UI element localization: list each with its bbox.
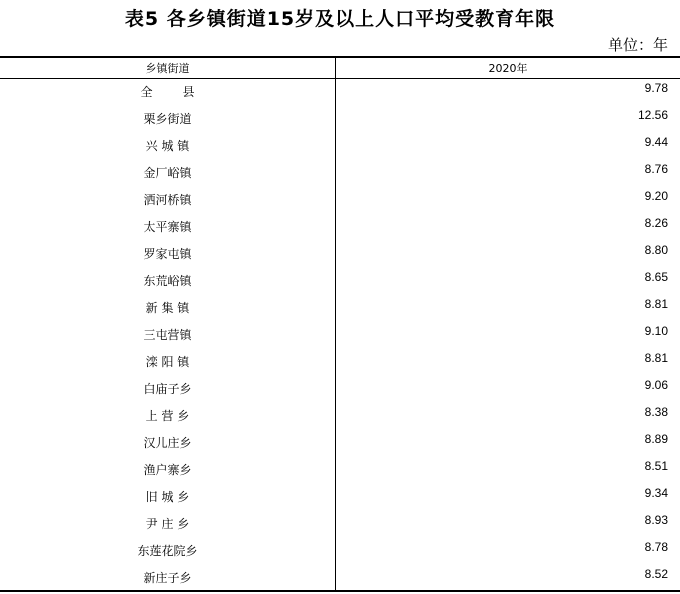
row-value: 9.20: [644, 189, 668, 203]
row-value: 9.78: [644, 81, 668, 95]
row-name: 兴 城 镇: [145, 139, 190, 153]
row-value: 8.52: [644, 567, 668, 581]
table-row: [0, 241, 680, 268]
row-name: 新庄子乡: [143, 571, 192, 585]
table-row: [0, 133, 680, 160]
row-value: 8.81: [644, 351, 668, 365]
table-row: [0, 457, 680, 484]
table-row: [0, 565, 680, 592]
row-name: 金厂峪镇: [143, 166, 192, 180]
table-row: [0, 322, 680, 349]
row-value: 8.38: [644, 405, 668, 419]
bottom-rule: [0, 590, 680, 592]
row-value: 9.10: [644, 324, 668, 338]
row-name: 滦 阳 镇: [145, 355, 190, 369]
table-row: [0, 160, 680, 187]
row-value: 9.44: [644, 135, 668, 149]
row-value: 9.34: [644, 486, 668, 500]
row-name: 全县: [140, 85, 225, 99]
table-row: [0, 376, 680, 403]
row-value: 8.81: [644, 297, 668, 311]
table-row: [0, 106, 680, 133]
row-name: 尹 庄 乡: [145, 517, 190, 531]
table-row: [0, 214, 680, 241]
row-value: 8.51: [644, 459, 668, 473]
row-name: 汉儿庄乡: [143, 436, 192, 450]
row-name: 罗家屯镇: [143, 247, 192, 261]
row-name: 白庙子乡: [143, 382, 192, 396]
row-value: 8.78: [644, 540, 668, 554]
table-row: [0, 268, 680, 295]
row-value: 12.56: [637, 108, 668, 122]
table-row: [0, 295, 680, 322]
row-name: 洒河桥镇: [143, 193, 192, 207]
row-name: 东莲花院乡: [137, 544, 198, 558]
table-row: [0, 349, 680, 376]
table-row: [0, 430, 680, 457]
table-row: [0, 511, 680, 538]
row-value: 8.76: [644, 162, 668, 176]
row-name: 栗乡街道: [143, 112, 192, 126]
top-rule: [0, 56, 680, 58]
table-row: [0, 403, 680, 430]
table-body: [0, 79, 680, 592]
row-name: 三屯营镇: [143, 328, 192, 342]
column-header-area: 乡镇街道: [145, 62, 190, 75]
row-name: 渔户寨乡: [143, 463, 192, 477]
row-name: 新 集 镇: [145, 301, 190, 315]
table-title: 表5 各乡镇街道15岁及以上人口平均受教育年限: [124, 8, 556, 30]
table-row: [0, 79, 680, 106]
row-name: 上 营 乡: [145, 409, 190, 423]
unit-label: 单位：年: [607, 36, 668, 54]
column-header-year: 2020年: [488, 62, 528, 75]
table-row: [0, 484, 680, 511]
row-name: 东荒峪镇: [143, 274, 192, 288]
row-name: 太平寨镇: [143, 220, 192, 234]
table-row: [0, 538, 680, 565]
row-value: 8.93: [644, 513, 668, 527]
table-row: [0, 187, 680, 214]
row-value: 8.65: [644, 270, 668, 284]
row-value: 8.80: [644, 243, 668, 257]
row-name: 旧 城 乡: [145, 490, 190, 504]
row-value: 8.89: [644, 432, 668, 446]
row-value: 8.26: [644, 216, 668, 230]
row-value: 9.06: [644, 378, 668, 392]
